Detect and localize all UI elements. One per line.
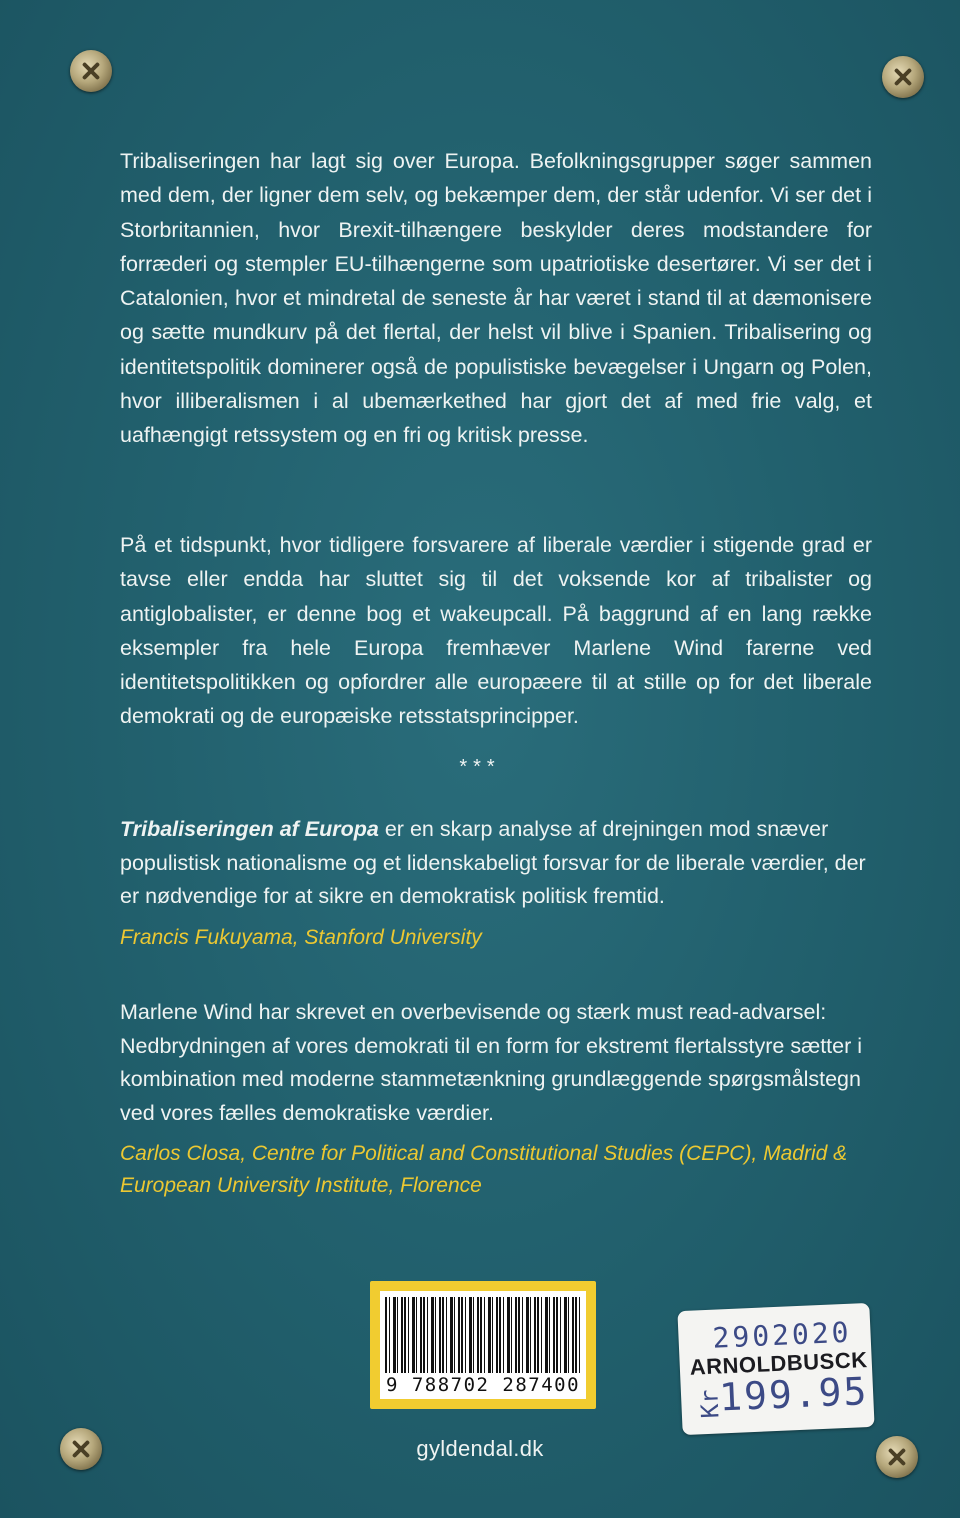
- blurb-paragraph-1: Tribaliseringen har lagt sig over Europa. Befolkningsgrupper søger sammen med dem, der ligner dem selv, og bekæmper dem, der står udenfor. Vi ser det i Storbritannien, hvor Brexit-tilhængere beskylder deres modstandere for forræderi og stempler EU-tilhængerne som upatriotiske desertører. Vi ser det i Catalonien, hvor et mindretal de seneste år har været i stand til at dæmonisere og sætte mundkurv på det flertal, der helst vil blive i Spanien. Tribalisering og identitetspolitik dominerer også de populistiske bevægelser i Ungarn og Polen, hvor illiberalismen i al ubemærkethed har gjort det af med frie valg, et uafhængigt retssystem og en fri og kritisk presse.: [120, 149, 872, 448]
- barcode-label: [380, 1291, 586, 1399]
- section-separator: ***: [459, 756, 501, 778]
- review-quote-1: [120, 813, 880, 954]
- book-title: Tribaliseringen af Europa: [120, 817, 379, 841]
- publisher-url: gyldendal.dk: [416, 1436, 544, 1461]
- store-name: ARNOLDBUSCK: [689, 1347, 869, 1380]
- quote-text: [120, 813, 880, 914]
- barcode-icon: [385, 1297, 581, 1373]
- quote-attribution: Francis Fukuyama, Stanford University: [120, 925, 482, 949]
- blurb-paragraph-2: På et tidspunkt, hvor tidligere forsvarere af liberale værdier i stigende grad er tavse eller endda har sluttet sig til det voksende kor af tribalister og antiglobalister, er denne bog et wakeupcall. På baggrund af en lang række eksempler fra hele Europa fremhæver Marlene Wind farerne ved identitetspolitikken og opfordrer alle europæere til at stille op for det liberale demokrati og de europæiske retsstatsprincipper.: [120, 533, 872, 729]
- price-currency: Kr: [695, 1388, 725, 1419]
- screw-icon: [70, 50, 112, 92]
- quote-text: Marlene Wind har skrevet en overbevisende og stærk must read-advarsel: Nedbrydningen af vores demokrati til en form for ekstremt flertalsstyre sætter i kombination med moderne stammetænkning grundlæggende spørgsmålstegn ved vores fælles demokratiske værdier.: [120, 1000, 863, 1125]
- price-sticker: [677, 1303, 874, 1435]
- review-quote-2: [120, 996, 880, 1202]
- quote-attribution: Carlos Closa, Centre for Political and Constitutional Studies (CEPC), Madrid & European University Institute, Florence: [120, 1142, 848, 1197]
- isbn-number: 9 788702 287400: [385, 1374, 581, 1396]
- isbn-barcode: [370, 1281, 596, 1409]
- sticker-code: 2902020: [711, 1315, 853, 1355]
- price-value: 199.95: [718, 1369, 870, 1420]
- quote-body: er en skarp analyse af drejningen mod snæver populistisk nationalisme og et lidenskabeligt forsvar for de liberale værdier, der er nødvendige for at sikre en demokratisk politisk fremtid.: [120, 817, 866, 908]
- screw-icon: [882, 56, 924, 98]
